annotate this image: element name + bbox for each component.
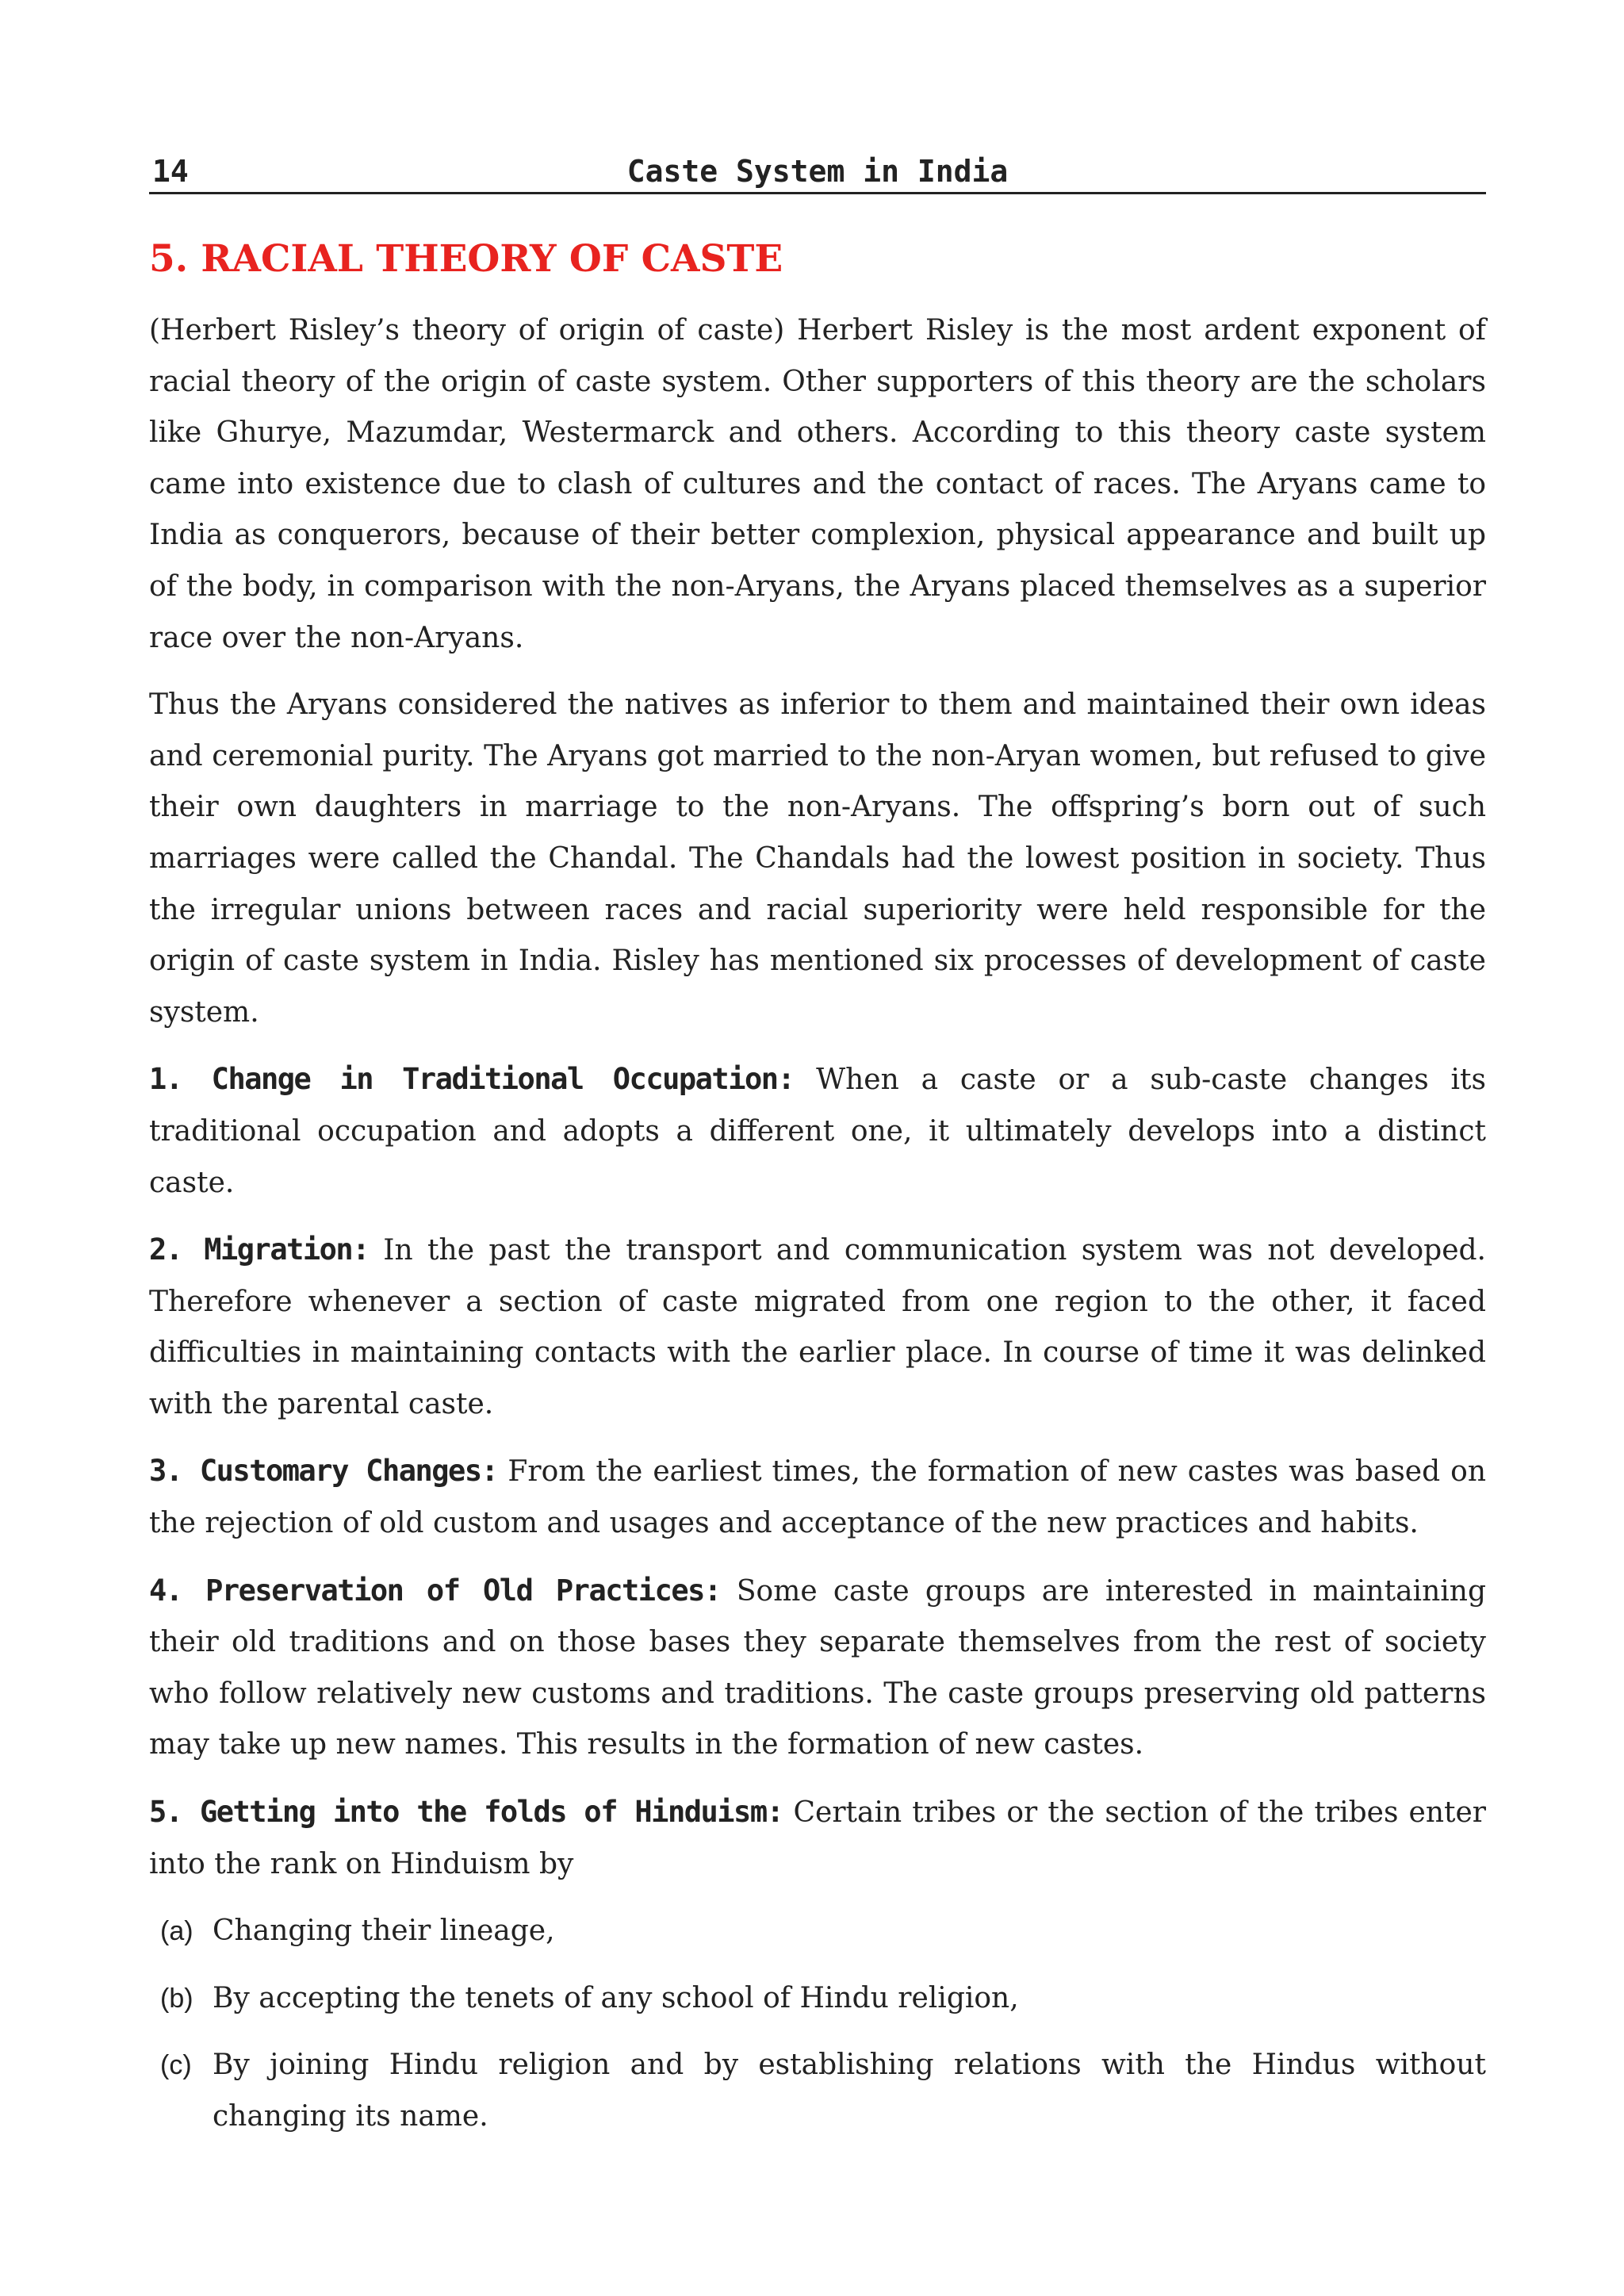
process-term: 5. Getting into the folds of Hinduism:: [149, 1795, 783, 1830]
list-item-text: Changing their lineage,: [213, 1915, 555, 1948]
book-title: Caste System in India: [626, 154, 1009, 189]
process-term: 4. Preservation of Old Practices:: [149, 1573, 721, 1608]
page-number: 14: [152, 154, 189, 189]
process-item: [149, 1054, 1486, 1209]
process-term: 3. Customary Changes:: [149, 1454, 498, 1489]
process-text: Some caste groups are interested in maintaining their old traditions and on those bases they separate themselves from the rest of society who follow relatively new customs and traditions. The caste groups preserving old patterns may take up new names. This results in the formation of new castes.: [149, 1574, 1486, 1761]
list-marker: (a): [160, 1916, 193, 1947]
running-header: [149, 151, 1486, 194]
document-page: [149, 151, 1486, 2159]
process-item: [149, 1446, 1486, 1549]
process-text: From the earliest times, the formation of new castes was based on the rejection of old custom and usages and acceptance of the new practices and habits.: [149, 1455, 1487, 1540]
list-item-text: By joining Hindu religion and by establishing relations with the Hindus without changing its name.: [213, 2049, 1486, 2133]
list-item: [149, 2040, 1486, 2142]
process-term: 2. Migration:: [149, 1232, 369, 1267]
section-heading: 5. RACIAL THEORY OF CASTE: [149, 237, 783, 281]
list-item: [149, 1973, 1486, 2025]
process-text: In the past the transport and communication system was not developed. Therefore whenever a section of caste migrated from one region to the other, it faced difficulties in maintaining contacts with the earlier place. In course of time it was delinked with the parental caste.: [149, 1234, 1486, 1420]
process-item: [149, 1787, 1486, 1890]
list-marker: (b): [160, 1983, 193, 2014]
process-term: 1. Change in Traditional Occupation:: [149, 1062, 795, 1097]
paragraph-aryans: Thus the Aryans considered the natives as inferior to them and maintained their own ideas and ceremonial purity. The Aryans got married to the non-Aryan women, but refused to give their own daughters in marriage to the non-Aryans. The offspring’s born out of such marriages were called the Chandal. The Chandals had the lowest position in society. Thus the irregular unions between races and racial superiority were held responsible for the origin of caste system in India. Risley has mentioned six processes of development of caste system.: [149, 688, 1486, 1029]
process-item: [149, 1225, 1486, 1430]
process-item: [149, 1566, 1486, 1771]
list-item: [149, 1906, 1486, 1957]
process-text: Certain tribes or the section of the tribes enter into the rank on Hinduism by: [149, 1796, 1486, 1880]
body-text: [149, 305, 1486, 2143]
list-marker: (c): [160, 2050, 192, 2081]
process-text: When a caste or a sub-caste changes its traditional occupation and adopts a different one, it ultimately develops into a distinct caste.: [149, 1064, 1486, 1199]
paragraph-risley-theory: (Herbert Risley’s theory of origin of caste) Herbert Risley is the most ardent exponent of racial theory of the origin of caste system. Other supporters of this theory are the scholars like Ghurye, Mazumdar, Westermarck and others. According to this theory caste system came into existence due to clash of cultures and the contact of races. The Aryans came to India as conquerors, because of their better complexion, physical appearance and built up of the body, in comparison with the non-Aryans, the Aryans placed themselves as a superior race over the non-Aryans.: [149, 314, 1486, 654]
sub-item-list: [149, 1906, 1486, 2142]
list-item-text: By accepting the tenets of any school of Hindu religion,: [213, 1981, 1019, 2014]
